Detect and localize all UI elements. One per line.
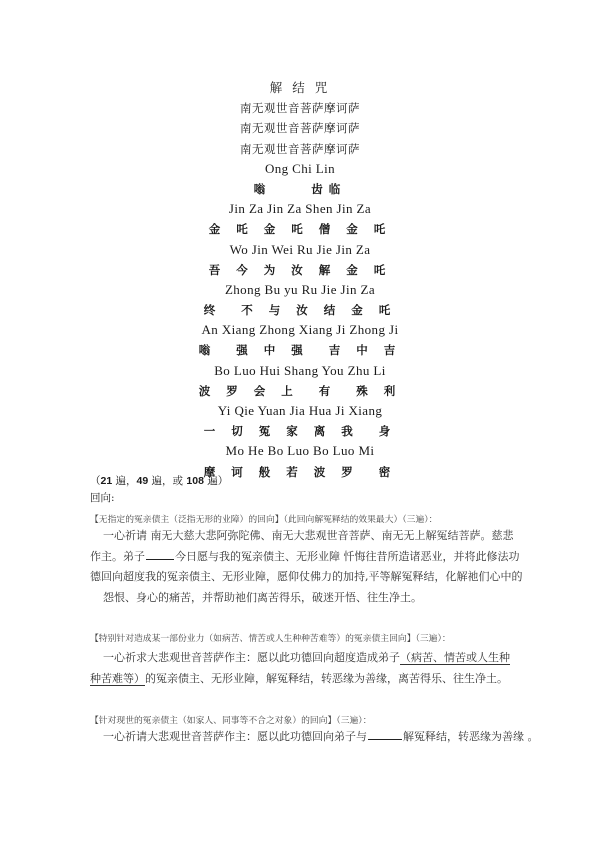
underlined-text: 种苦难等）	[90, 671, 145, 685]
mantra-line: Jin Za Jin Za Shen Jin Za	[228, 201, 372, 217]
mantra-line: Mo He Bo Luo Bo Luo Mi	[225, 443, 375, 459]
section-paragraph	[90, 526, 523, 608]
repeat-paren: （	[90, 475, 101, 487]
paragraph-line: 怨恨、身心的痛苦，并帮助祂们离苦得乐，破迷开悟、往生净土。	[103, 590, 422, 604]
mantra-line: 一 切 冤 家 离 我 身	[203, 424, 397, 439]
mantra-block	[0, 78, 600, 482]
repeat-count: 49	[136, 475, 149, 487]
mantra-line: 金 吒 金 吒 僧 金 吒	[208, 222, 392, 237]
fill-in-blank	[146, 548, 174, 560]
mantra-line: 终 不 与 汝 结 金 吒	[203, 303, 397, 318]
mantra-line: An Xiang Zhong Xiang Ji Zhong Ji	[201, 322, 399, 338]
mantra-line: Ong Chi Lin	[264, 160, 336, 176]
mantra-line: Bo Luo Hui Shang You Zhu Li	[214, 362, 386, 378]
section-heading: 【无指定的冤亲债主（泛指无形的业障）的回向】（此回向解冤释结的效果最大）（三遍）：	[90, 515, 438, 525]
fill-in-blank	[368, 728, 402, 740]
mantra-line: Wo Jin Wei Ru Jie Jin Za	[229, 241, 371, 257]
mantra-line: 嗡 强 中 强 吉 中 吉	[198, 343, 402, 358]
section-heading: 【特别针对造成某一部份业力（如病苦、情苦或人生种种苦难等）的冤亲债主回向】（三遍）：	[90, 634, 451, 644]
paragraph-line	[90, 669, 515, 690]
mantra-line: 波 罗 会 上 有 殊 利	[198, 383, 402, 398]
section-paragraph	[90, 648, 515, 689]
mantra-line: Yi Qie Yuan Jia Hua Ji Xiang	[217, 403, 383, 418]
line-text: 的冤亲债主、无形业障，解冤释结，转恶缘为善缘，离苦得乐、往生净土。	[145, 671, 508, 685]
line-text: 解冤释结，转恶缘为善缘 。	[403, 730, 539, 743]
mantra-line: 吾 今 为 汝 解 金 吒	[208, 262, 392, 277]
dedication-label: 回向:	[90, 492, 115, 504]
line-text: 一心祈求大悲观世音菩萨作主：愿以此功德回向超度造成弟子	[103, 651, 400, 664]
paragraph-line	[90, 727, 539, 748]
repeat-unit: 遍，或	[148, 475, 187, 487]
section-paragraph	[90, 727, 539, 748]
line-text: 作主。弟子	[90, 549, 145, 563]
mantra-line: 南无观世音菩萨摩诃萨	[240, 141, 360, 156]
underlined-text: （病苦、情苦或人生种	[400, 651, 510, 664]
mantra-title: 解 结 咒	[269, 80, 331, 95]
repeat-count-note	[90, 473, 228, 488]
paragraph-line: 德回向超度我的冤亲债主、无形业障，愿仰仗佛力的加持,平等解冤释结，化解祂们心中的	[90, 570, 523, 583]
mantra-line: Zhong Bu yu Ru Jie Jin Za	[224, 281, 376, 297]
paragraph-line: 一心祈请 南无大慈大悲阿弥陀佛、南无大悲观世音菩萨、南无无上解冤结菩萨。慈悲	[103, 529, 514, 542]
line-text: 今日愿与我的冤亲债主、无形业障 忏悔往昔所造诸恶业，并将此修法功	[175, 549, 520, 563]
repeat-count: 108	[186, 475, 204, 487]
repeat-count: 21	[100, 475, 113, 487]
repeat-unit: 遍，	[112, 475, 137, 487]
line-text: 一心祈请大悲观世音菩萨作主：愿以此功德回向弟子与	[103, 730, 367, 743]
mantra-line: 南无观世音菩萨摩诃萨	[240, 121, 360, 136]
paragraph-line	[90, 547, 520, 568]
section-heading: 【针对现世的冤亲债主（如家人、同事等不合之对象）的回向】（三遍）：	[90, 716, 372, 726]
mantra-line: 摩 诃 般 若 波 罗 密	[203, 464, 397, 479]
paragraph-line	[90, 648, 515, 669]
mantra-line: 嗡 齿临	[253, 181, 347, 196]
mantra-line: 南无观世音菩萨摩诃萨	[240, 101, 360, 116]
repeat-unit: 遍）	[203, 475, 229, 487]
